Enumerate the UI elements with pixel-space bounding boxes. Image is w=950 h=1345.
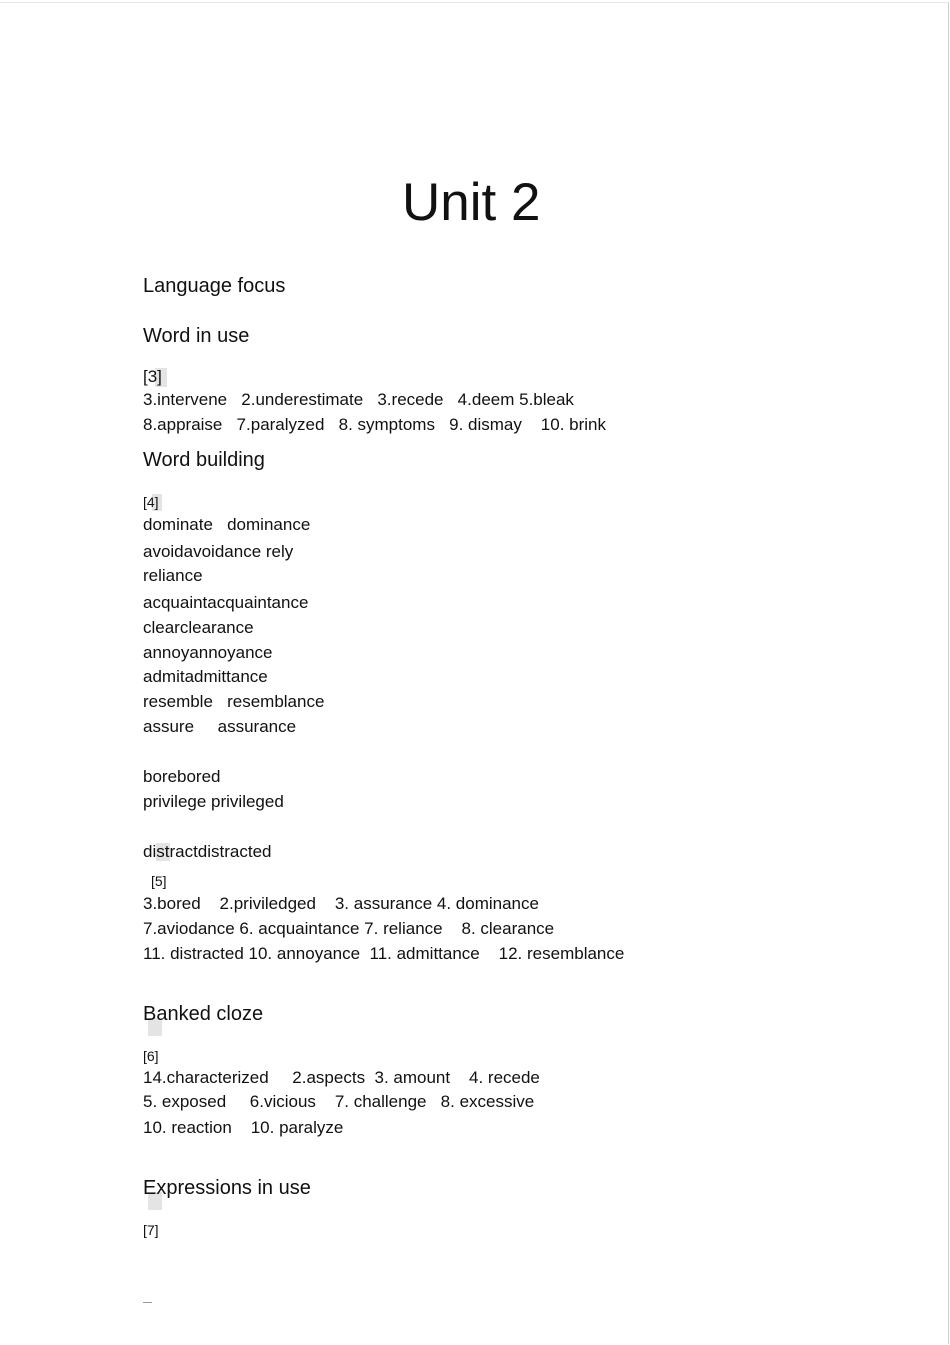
exercise-label-4: [4]	[143, 494, 159, 510]
heading-expressions-in-use: Expressions in use	[143, 1177, 311, 1199]
word-in-use-line: 8.appraise 7.paralyzed 8. symptoms 9. dismay 10. brink	[143, 415, 606, 434]
word-building-line: distractdistracted	[143, 842, 272, 861]
word-building-line: dominate dominance	[143, 515, 311, 534]
word-building-line: privilege privileged	[143, 792, 284, 811]
page-title: Unit 2	[402, 173, 541, 232]
exercise-5-line: 3.bored 2.priviledged 3. assurance 4. dominance	[143, 894, 539, 913]
word-building-line: acquaintacquaintance	[143, 593, 309, 612]
word-in-use-line: 3.intervene 2.underestimate 3.recede 4.deem 5.bleak	[143, 390, 574, 409]
word-building-line: annoyannoyance	[143, 643, 273, 662]
word-building-line: avoidavoidance rely	[143, 542, 294, 561]
heading-banked-cloze: Banked cloze	[143, 1003, 264, 1025]
word-building-line: admitadmittance	[143, 667, 268, 686]
word-building-line: borebored	[143, 767, 221, 786]
exercise-label-5: [5]	[151, 873, 167, 889]
banked-cloze-line: 10. reaction 10. paralyze	[143, 1118, 344, 1137]
exercise-5-line: 11. distracted 10. annoyance 11. admittance 12. resemblance	[143, 944, 625, 963]
footer-dash	[143, 1302, 152, 1303]
heading-language-focus: Language focus	[143, 275, 286, 297]
banked-cloze-line: 14.characterized 2.aspects 3. amount 4. recede	[143, 1068, 540, 1087]
word-building-line: clearclearance	[143, 618, 254, 637]
exercise-label-6: [6]	[143, 1048, 159, 1064]
exercise-5-line: 7.aviodance 6. acquaintance 7. reliance 8. clearance	[143, 919, 555, 938]
banked-cloze-line: 5. exposed 6.vicious 7. challenge 8. excessive	[143, 1092, 535, 1111]
word-building-line: resemble resemblance	[143, 692, 325, 711]
exercise-label-7: [7]	[143, 1222, 159, 1238]
exercise-label-3: [3]	[143, 367, 162, 386]
word-building-line: assure assurance	[143, 717, 297, 736]
heading-word-building: Word building	[143, 449, 265, 471]
word-building-line: reliance	[143, 566, 203, 585]
heading-word-in-use: Word in use	[143, 325, 250, 347]
